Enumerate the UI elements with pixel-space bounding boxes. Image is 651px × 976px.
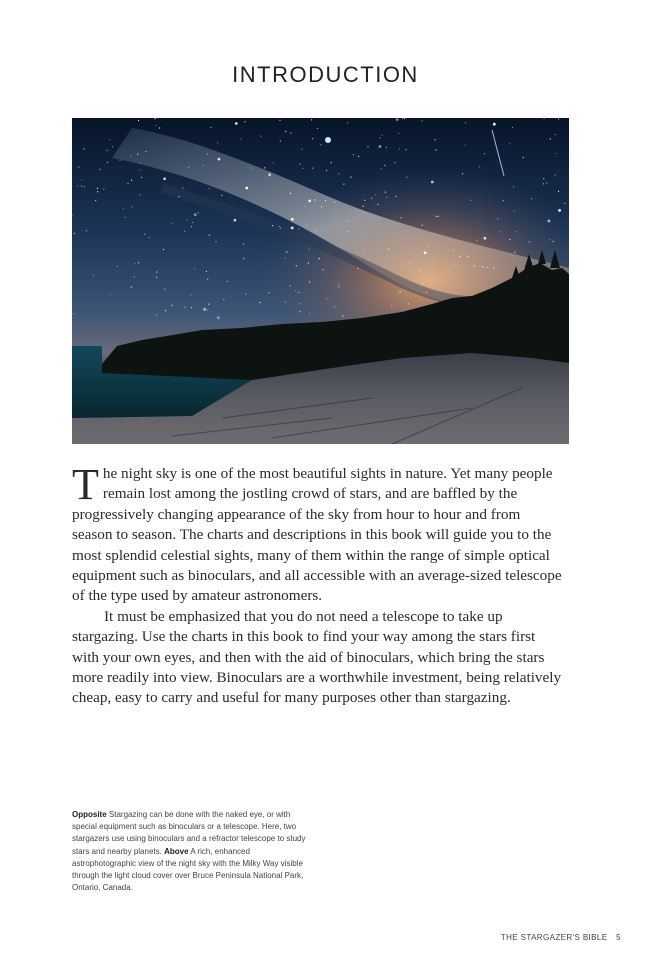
paragraph-1-text: he night sky is one of the most beautiful sights in nature. Yet many people remain lost among the jostling crowd of stars, and are baffled by the progressively changing appearance of the sky from hour to hour and from season to season. The charts and descriptions in this book will guide you to the most splendid celestial sights, many of them within the range of simple optical equipment such as binoculars, and all accessible with an average-sized telescope of the type used by amateur astronomers. <box>72 465 562 605</box>
paragraph-2: It must be emphasized that you do not need a telescope to take up stargazing. Use the charts in this book to find your way among the stars first with your own eyes, and then with the aid of binoculars, which bring the stars more readily into view. Binoculars are a worthwhile investment, being relatively cheap, easy to carry and useful for many purposes other than stargazing. <box>72 607 562 707</box>
running-footer <box>501 933 621 942</box>
caption-text-opposite: Stargazing can be done with the naked eye, or with special equipment such as binoculars or a telescope. Here, two stargazers use using binoculars and a refractor telescope to study stars and nearby planets. <box>72 810 306 856</box>
paragraph-1 <box>72 460 564 607</box>
footer-book-title: THE STARGAZER'S BIBLE <box>500 933 608 942</box>
body-text <box>72 460 564 709</box>
milky-way-photo <box>72 118 569 444</box>
caption-label-above: Above <box>164 846 189 856</box>
caption-text-above: A rich, enhanced astrophotographic view of the night sky with the Milky Way visible through the light cloud cover over Bruce Peninsula National Park, Ontario, Canada. <box>72 846 304 893</box>
page-number: 5 <box>616 933 621 942</box>
caption-label-opposite: Opposite <box>72 810 107 819</box>
page-title: INTRODUCTION <box>232 62 419 87</box>
drop-cap: T <box>72 460 99 509</box>
photo-caption <box>72 809 312 894</box>
